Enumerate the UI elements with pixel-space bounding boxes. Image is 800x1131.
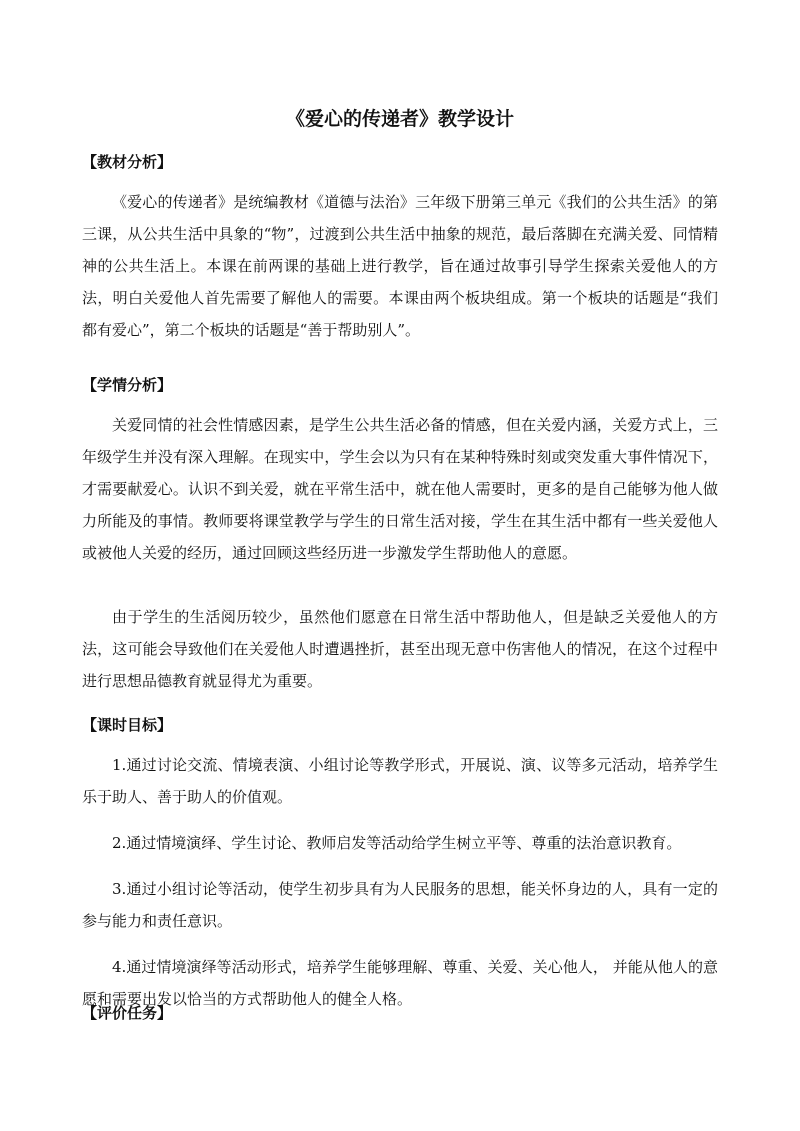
paragraph-textbook-analysis: 《爱心的传递者》是统编教材《道德与法治》三年级下册第三单元《我们的公共生活》的第三课，从公共生活中具象的“物”，过渡到公共生活中抽象的规范，最后落脚在充满关爱、同情精神的公共生活上。本课在前两课的基础上进行教学，旨在通过故事引导学生探索关爱他人的方法，明白关爱他人首先需要了解他人的需要。本课由两个板块组成。第一个板块的话题是“我们都有爱心”，第二个板块的话题是“善于帮助别人”。	[82, 193, 718, 339]
objective-item-1: 1.通过讨论交流、情境表演、小组讨论等教学形式，开展说、演、议等多元活动，培养学生乐于助人、善于助人的价值观。	[82, 756, 718, 806]
section-heading-student-analysis: 【学情分析】	[82, 376, 173, 394]
section-heading-lesson-objectives: 【课时目标】	[82, 716, 173, 734]
section-heading-evaluation-tasks: 【评价任务】	[82, 1004, 173, 1022]
section-heading-textbook-analysis: 【教材分析】	[82, 153, 173, 171]
page-title: 《爱心的传递者》教学设计	[285, 108, 514, 130]
objective-item-2: 2.通过情境演绎、学生讨论、教师启发等活动给学生树立平等、尊重的法治意识教育。	[112, 834, 682, 852]
paragraph-student-analysis-1: 关爱同情的社会性情感因素，是学生公共生活必备的情感，但在关爱内涵，关爱方式上，三年级学生并没有深入理解。在现实中，学生会以为只有在某种特殊时刻或突发重大事件情况下，才需要献爱心。认识不到关爱，就在平常生活中，就在他人需要时，更多的是自己能够为他人做力所能及的事情。教师要将课堂教学与学生的日常生活对接，学生在其生活中都有一些关爱他人或被他人关爱的经历，通过回顾这些经历进一步激发学生帮助他人的意愿。	[82, 416, 718, 562]
objective-item-4: 4.通过情境演绎等活动形式，培养学生能够理解、尊重、关爱、关心他人， 并能从他人的意愿和需要出发以恰当的方式帮助他人的健全人格。	[82, 958, 718, 1008]
paragraph-student-analysis-2: 由于学生的生活阅历较少，虽然他们愿意在日常生活中帮助他人，但是缺乏关爱他人的方法，这可能会导致他们在关爱他人时遭遇挫折，甚至出现无意中伤害他人的情况，在这个过程中进行思想品德教育就显得尤为重要。	[82, 608, 718, 690]
objective-item-3: 3.通过小组讨论等活动，使学生初步具有为人民服务的思想，能关怀身边的人，具有一定的参与能力和责任意识。	[82, 880, 718, 930]
